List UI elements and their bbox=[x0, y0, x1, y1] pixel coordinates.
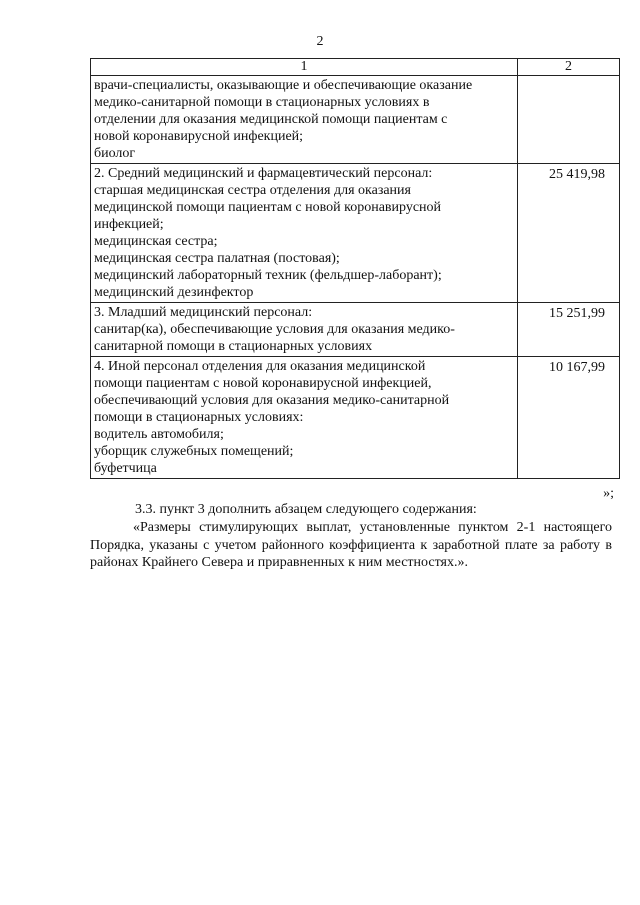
payments-table bbox=[90, 58, 620, 479]
personnel-cell bbox=[91, 303, 518, 357]
amount-cell: 15 251,99 bbox=[518, 303, 620, 357]
personnel-line: медицинский дезинфектор bbox=[94, 285, 254, 300]
personnel-line: помощи пациентам с новой коронавирусной инфекцией, bbox=[94, 376, 432, 391]
amount-cell: 10 167,99 bbox=[518, 357, 620, 479]
column-header-1: 1 bbox=[91, 59, 518, 76]
personnel-line: санитарной помощи в стационарных условиях bbox=[94, 339, 373, 354]
personnel-line: 2. Средний медицинский и фармацевтический персонал: bbox=[94, 166, 433, 181]
personnel-line: 4. Иной персонал отделения для оказания медицинской bbox=[94, 359, 426, 374]
personnel-line: медицинской помощи пациентам с новой коронавирусной bbox=[94, 200, 442, 215]
table-row bbox=[91, 76, 620, 164]
personnel-line: медицинский лабораторный техник (фельдшер-лаборант); bbox=[94, 268, 442, 283]
personnel-line: уборщик служебных помещений; bbox=[94, 444, 294, 459]
personnel-line: отделении для оказания медицинской помощи пациентам с bbox=[94, 112, 448, 127]
personnel-line: старшая медицинская сестра отделения для оказания bbox=[94, 183, 411, 198]
personnel-line: биолог bbox=[94, 146, 136, 161]
personnel-line: новой коронавирусной инфекцией; bbox=[94, 129, 304, 144]
personnel-cell bbox=[91, 357, 518, 479]
table-row bbox=[91, 164, 620, 303]
table-row bbox=[91, 303, 620, 357]
personnel-line: инфекцией; bbox=[94, 217, 164, 232]
closing-quote: »; bbox=[603, 486, 614, 501]
personnel-line: водитель автомобиля; bbox=[94, 427, 224, 442]
personnel-line: врачи-специалисты, оказывающие и обеспечивающие оказание bbox=[94, 78, 473, 93]
personnel-line: медицинская сестра палатная (постовая); bbox=[94, 251, 340, 266]
table-body bbox=[91, 76, 620, 479]
personnel-line: 3. Младший медицинский персонал: bbox=[94, 305, 313, 320]
amount-cell bbox=[518, 76, 620, 164]
personnel-line: помощи в стационарных условиях: bbox=[94, 410, 304, 425]
table-header-row bbox=[91, 59, 620, 76]
personnel-line: медицинская сестра; bbox=[94, 234, 218, 249]
personnel-line: санитар(ка), обеспечивающие условия для оказания медико- bbox=[94, 322, 455, 337]
column-header-2: 2 bbox=[518, 59, 620, 76]
personnel-cell bbox=[91, 164, 518, 303]
personnel-line: медико-санитарной помощи в стационарных условиях в bbox=[94, 95, 430, 110]
personnel-cell bbox=[91, 76, 518, 164]
paragraph-title: 3.3. пункт 3 дополнить абзацем следующего содержания: bbox=[135, 502, 477, 517]
personnel-line: обеспечивающий условия для оказания медико-санитарной bbox=[94, 393, 450, 408]
page-number: 2 bbox=[316, 34, 324, 49]
amount-cell: 25 419,98 bbox=[518, 164, 620, 303]
paragraph-body: «Размеры стимулирующих выплат, установленные пунктом 2-1 настоящего Порядка, указаны с учетом районного коэффициента к заработной плате за работу в районах Крайнего Севера и приравненных к ним местностях.». bbox=[90, 520, 612, 570]
table-row bbox=[91, 357, 620, 479]
personnel-line: буфетчица bbox=[94, 461, 157, 476]
